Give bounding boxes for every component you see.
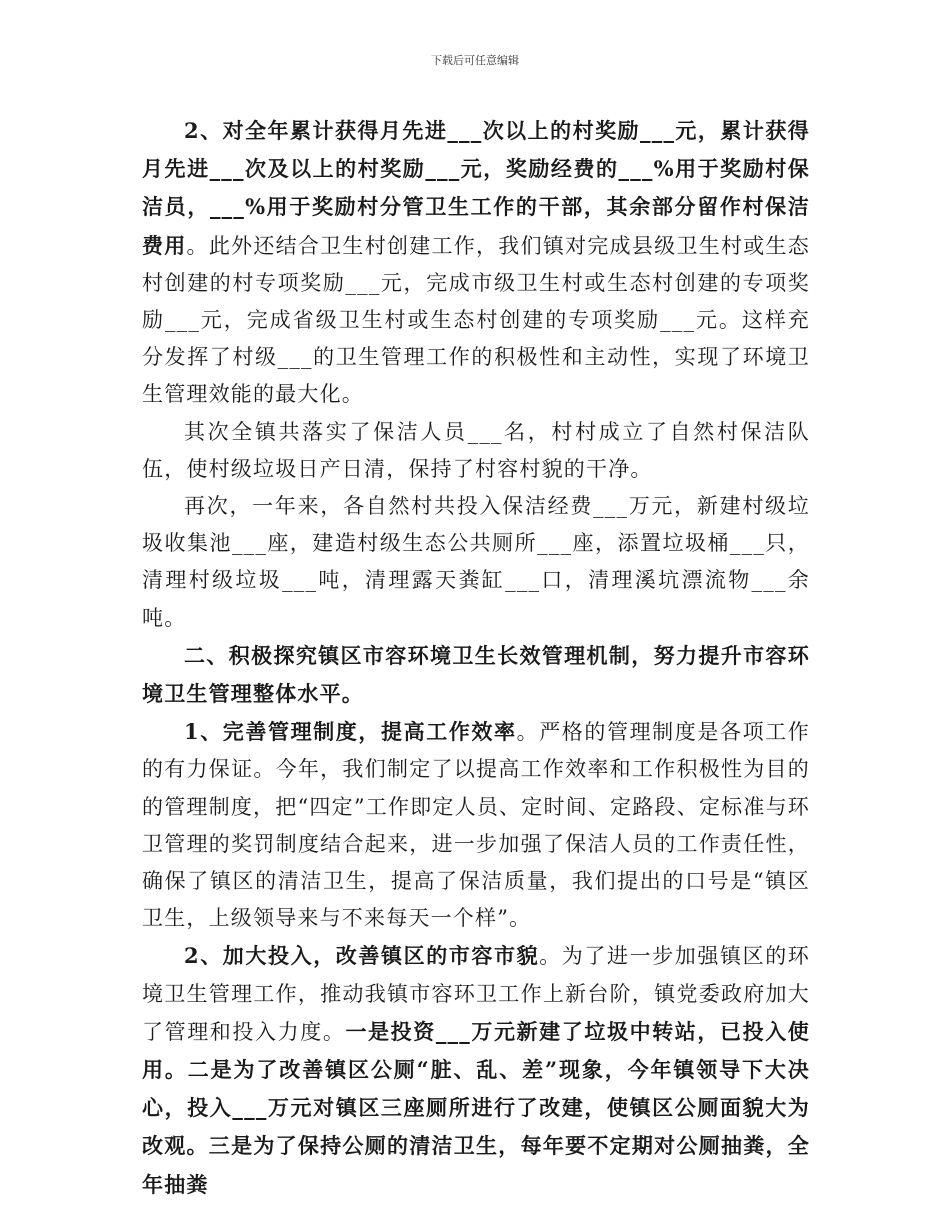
section-heading xyxy=(142,637,810,713)
bold-text: 2、加大投入，改善镇区的市容市貌 xyxy=(184,943,540,969)
body-text: 再次，一年来，各自然村共投入保洁经费___万元，新建村级垃圾收集池___座，建造村级生态公共厕所___座，添置垃圾桶___只，清理村级垃圾___吨，清理露天粪缸___口，清理溪坑漂流物___余吨。 xyxy=(142,494,810,630)
bold-text: 二、积极探究镇区市容环境卫生长效管理机制，努力提升市容环境卫生管理整体水平。 xyxy=(142,642,810,707)
page-header: 下载后可任意编辑 xyxy=(431,54,519,67)
body-text: 。此外还结合卫生村创建工作，我们镇对完成县级卫生村或生态村创建的村专项奖励___元，完成市级卫生村或生态村创建的专项奖励___元，完成省级卫生村或生态村创建的专项奖励___元。这样充分发挥了村级___的卫生管理工作的积极性和主动性，实现了环境卫生管理效能的最大化。 xyxy=(142,233,810,407)
bold-text: 1、完善管理制度，提高工作效率 xyxy=(184,719,517,745)
document-body xyxy=(142,112,810,1204)
body-text: 其次全镇共落实了保洁人员___名，村村成立了自然村保洁队伍，使村级垃圾日产日清，保持了村容村貌的干净。 xyxy=(142,419,810,481)
paragraph-management-system xyxy=(142,713,810,937)
paragraph-cleaning-staff xyxy=(142,414,810,488)
body-text: 。严格的管理制度是各项工作的有力保证。今年，我们制定了以提高工作效率和工作积极性为目的的管理制度，把“四定”工作即定人员、定时间、定路段、定标准与环卫管理的奖罚制度结合起来，进一步加强了保洁人员的工作责任性，确保了镇区的清洁卫生，提高了保洁质量，我们提出的口号是“镇区卫生，上级领导来与不来每天一个样”。 xyxy=(142,720,810,931)
paragraph-increase-investment xyxy=(142,937,810,1203)
bold-text: 一是投资___万元新建了垃圾中转站，已投入使用。二是为了改善镇区公厕“脏、乱、差”现象，今年镇领导下大决心，投入___万元对镇区三座厕所进行了改建，使镇区公厕面貌大为改观。三是为了保持公厕的清洁卫生，每年要不定期对公厕抽粪，全年抽粪 xyxy=(142,1018,810,1197)
paragraph-investment xyxy=(142,488,810,637)
paragraph-village-rewards xyxy=(142,112,810,414)
body-text: 。为了进一步加强镇区的环境卫生管理工作，推动我镇市容环卫工作上新台阶，镇党委政府加大了管理和投入力度。 xyxy=(142,944,810,1044)
bold-text: 2、对全年累计获得月先进___次以上的村奖励___元，累计获得月先进___次及以上的村奖励___元，奖励经费的___%用于奖励村保洁员，___%用于奖励村分管卫生工作的干部，其余部分留作村保洁费用 xyxy=(142,118,810,258)
